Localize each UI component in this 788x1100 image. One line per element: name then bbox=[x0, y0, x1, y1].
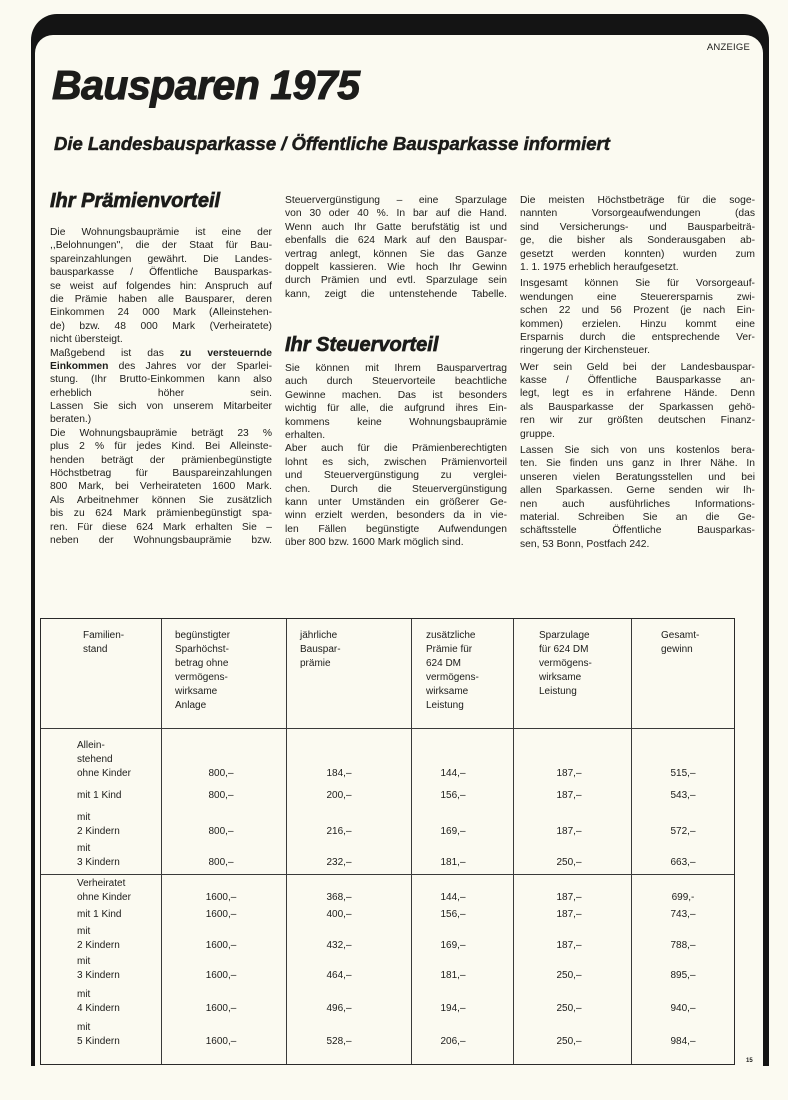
table-cell: 194,– bbox=[440, 1003, 466, 1014]
text-line: ebenfalls die 624 Mark auf den Bauspar- bbox=[285, 235, 507, 247]
text-line: Als Arbeitnehmer können Sie zusätzlich bbox=[50, 494, 272, 506]
table-cell: 181,– bbox=[440, 970, 466, 981]
text-line: und Steuervergünstigung zu verglei- bbox=[285, 470, 507, 482]
table-cell: 144,– bbox=[440, 892, 466, 903]
text-line: schäftsstelle Öffentliche Bausparkas- bbox=[520, 525, 755, 537]
table-row-divider bbox=[41, 728, 734, 729]
paragraph bbox=[520, 194, 755, 274]
table-cell: 1600,– bbox=[205, 892, 237, 903]
table-cell: 800,– bbox=[208, 857, 234, 868]
table-cell: 250,– bbox=[556, 1003, 582, 1014]
text-line: über 800 bzw. 1600 Mark möglich sind. bbox=[285, 537, 464, 549]
row-label-line: mit 1 Kind bbox=[77, 790, 122, 801]
row-label-line: mit 1 Kind bbox=[77, 909, 122, 920]
paragraph bbox=[50, 427, 272, 548]
row-label bbox=[77, 908, 121, 922]
text-line: 800 Mark, bei Verheirateten 1600 Mark. bbox=[50, 481, 272, 493]
table-cell: 206,– bbox=[440, 1036, 466, 1047]
text-line: material. Schreiben Sie an die Ge- bbox=[520, 511, 755, 523]
table-cell: 515,– bbox=[670, 768, 696, 779]
text-line: kasse / Öffentliche Bausparkasse an- bbox=[520, 375, 755, 387]
table-header-cell bbox=[539, 629, 592, 699]
row-label-line: mit bbox=[77, 812, 91, 823]
text-line: kommen) erzielen. Hinzu kommt eine bbox=[520, 318, 755, 330]
row-label-line: 4 Kindern bbox=[77, 1003, 120, 1014]
header-line: Gesamt- bbox=[661, 630, 700, 641]
header-line: Bauspar- bbox=[300, 644, 341, 655]
row-label bbox=[77, 842, 120, 870]
text-line: Steuervergünstigung – eine Sparzulage bbox=[285, 195, 507, 206]
table-column-divider bbox=[286, 619, 287, 1064]
text-line: se weist auf folgendes hin: Anspruch auf bbox=[50, 280, 272, 292]
header-line: jährliche bbox=[300, 630, 338, 641]
text-line: Einkommen 24 000 Mark (Alleinstehen- bbox=[50, 307, 272, 319]
row-label bbox=[77, 955, 120, 983]
text-line: ten. Sie finden uns ganz in Ihrer Nähe. In bbox=[520, 458, 755, 470]
text-line: ren wir zur größten deutschen Finanz- bbox=[520, 415, 755, 427]
text-line: len Fällen begünstigte Aufwendungen bbox=[285, 523, 507, 535]
paragraph bbox=[285, 362, 507, 442]
table-cell: 184,– bbox=[326, 768, 352, 779]
text-line: vertrag anlegt, können Sie das Ganze bbox=[285, 248, 507, 260]
row-label-line: 3 Kindern bbox=[77, 857, 120, 868]
text-line: Aber auch für die Prämienberechtigten bbox=[285, 443, 507, 455]
table-cell: 250,– bbox=[556, 1036, 582, 1047]
text-line: Wer sein Geld bei der Landesbauspar- bbox=[520, 361, 755, 373]
table-cell: 187,– bbox=[556, 892, 582, 903]
text-line: winn erzielt werden, besonders da in vie- bbox=[285, 510, 507, 522]
header-line: wirksame bbox=[175, 686, 218, 697]
text-line: 1. 1. 1975 erheblich heraufgesetzt. bbox=[520, 261, 679, 273]
table-cell: 800,– bbox=[208, 790, 234, 801]
header-line: prämie bbox=[300, 658, 331, 669]
table-cell: 788,– bbox=[670, 940, 696, 951]
row-label-line: stehend bbox=[77, 754, 113, 765]
paragraph bbox=[285, 194, 507, 301]
row-label-line: mit bbox=[77, 956, 91, 967]
paragraph bbox=[50, 226, 272, 347]
header-line: für 624 DM bbox=[539, 644, 589, 655]
row-label bbox=[77, 811, 120, 839]
text-line: Die Wohnungsbauprämie ist eine der bbox=[50, 227, 272, 238]
table-cell: 250,– bbox=[556, 857, 582, 868]
table-cell: 368,– bbox=[326, 892, 352, 903]
table-cell: 800,– bbox=[208, 826, 234, 837]
text-line: legt, legt es in erfahrene Hände. Denn bbox=[520, 388, 755, 400]
savings-table bbox=[40, 618, 735, 1065]
text-segment: des Jahres vor der Sparlei- bbox=[108, 360, 272, 372]
table-cell: 169,– bbox=[440, 826, 466, 837]
table-cell: 800,– bbox=[208, 768, 234, 779]
text-line: Insgesamt können Sie für Vorsorgeauf- bbox=[520, 278, 755, 290]
table-column-divider bbox=[631, 619, 632, 1064]
table-cell: 543,– bbox=[670, 790, 696, 801]
text-line: wendungen eine Steuerersparnis zwi- bbox=[520, 291, 755, 303]
text-segment: Maßgebend ist das bbox=[50, 347, 180, 359]
page-number: 15 bbox=[746, 1058, 753, 1064]
header-line: vermögens- bbox=[539, 658, 592, 669]
row-label-line: mit bbox=[77, 989, 91, 1000]
table-cell: 464,– bbox=[326, 970, 352, 981]
table-cell: 699,- bbox=[671, 892, 695, 903]
table-header-cell bbox=[175, 629, 230, 713]
table-cell: 144,– bbox=[440, 768, 466, 779]
row-label-line: mit bbox=[77, 843, 91, 854]
page-title: Bausparen 1975 bbox=[52, 62, 360, 108]
page-subtitle: Die Landesbausparkasse / Öffentliche Bausparkasse informiert bbox=[54, 133, 610, 154]
paragraph bbox=[520, 361, 755, 441]
header-line: zusätzliche bbox=[426, 630, 476, 641]
text-line: Lassen Sie sich von uns kostenlos bera- bbox=[520, 445, 755, 457]
text-line: Lassen Sie sich von unserem Mitarbeiter bbox=[50, 401, 272, 413]
table-cell: 250,– bbox=[556, 970, 582, 981]
table-cell: 232,– bbox=[326, 857, 352, 868]
text-column-1 bbox=[50, 226, 272, 547]
header-line: gewinn bbox=[661, 644, 693, 655]
table-column-divider bbox=[161, 619, 162, 1064]
paragraph bbox=[520, 277, 755, 357]
text-line: unseren vielen Beratungsstellen und bei bbox=[520, 471, 755, 483]
header-line: betrag ohne bbox=[175, 658, 229, 669]
table-cell: 187,– bbox=[556, 909, 582, 920]
header-line: stand bbox=[83, 644, 108, 655]
table-cell: 572,– bbox=[670, 826, 696, 837]
text-line: ,,Belohnungen'', die der Staat für Bau- bbox=[50, 240, 272, 252]
table-column-divider bbox=[513, 619, 514, 1064]
row-label-line: Verheiratet bbox=[77, 878, 126, 889]
text-line: Die meisten Höchstbeträge für die soge- bbox=[520, 195, 755, 206]
text-line: gesetzt werden konnten) wurden zum bbox=[520, 248, 755, 260]
table-cell: 200,– bbox=[326, 790, 352, 801]
paragraph bbox=[285, 442, 507, 549]
header-line: begünstigter bbox=[175, 630, 231, 641]
text-line bbox=[50, 360, 272, 373]
table-cell: 663,– bbox=[670, 857, 696, 868]
row-label-line: Allein- bbox=[77, 740, 105, 751]
bold-text: zu versteuernde bbox=[179, 347, 272, 359]
row-label-line: 2 Kindern bbox=[77, 940, 120, 951]
row-label bbox=[77, 789, 121, 803]
text-line: bausparkasse / Öffentliche Bausparkas- bbox=[50, 267, 272, 279]
text-line: von 30 oder 40 %. In bar auf die Hand. bbox=[285, 208, 507, 220]
table-row-divider bbox=[41, 874, 734, 875]
text-line: kommens keine Wohnungsbauprämie bbox=[285, 416, 507, 428]
table-cell: 187,– bbox=[556, 790, 582, 801]
row-label bbox=[77, 925, 120, 953]
text-line: auch durch Steuervorteile beachtliche bbox=[285, 376, 507, 388]
text-line: die Prämie haben alle Bausparer, deren bbox=[50, 293, 272, 305]
text-line: Gewinne machen. Das ist besonders bbox=[285, 389, 507, 401]
header-line: Sparhöchst- bbox=[175, 644, 229, 655]
text-line: bis zu 624 Mark prämienbegünstigt spa- bbox=[50, 508, 272, 520]
text-line: de) bzw. 48 000 Mark (Verheiratete) bbox=[50, 320, 272, 332]
table-cell: 1600,– bbox=[205, 940, 237, 951]
row-label bbox=[77, 739, 131, 781]
row-label-line: 3 Kindern bbox=[77, 970, 120, 981]
text-column-2-bottom bbox=[285, 362, 507, 549]
table-cell: 1600,– bbox=[205, 1036, 237, 1047]
text-line: sen, 53 Bonn, Postfach 242. bbox=[520, 538, 650, 550]
text-line: lohnt es sich, zwischen Prämienvorteil bbox=[285, 456, 507, 468]
row-label-line: 5 Kindern bbox=[77, 1036, 120, 1047]
header-line: wirksame bbox=[426, 686, 469, 697]
text-line: neben der Wohnungsbauprämie bzw. bbox=[50, 534, 272, 546]
text-line: nicht übersteigt. bbox=[50, 334, 123, 346]
row-label-line: ohne Kinder bbox=[77, 768, 131, 779]
header-line: Leistung bbox=[426, 700, 464, 711]
text-line: spareinzahlungen gewährt. Die Landes- bbox=[50, 253, 272, 265]
header-line: vermögens- bbox=[426, 672, 479, 683]
table-cell: 743,– bbox=[670, 909, 696, 920]
text-line: doppelt kassieren. Wie hoch Ihr Gewinn bbox=[285, 261, 507, 273]
table-header-cell bbox=[300, 629, 341, 671]
table-cell: 984,– bbox=[670, 1036, 696, 1047]
table-header-cell bbox=[83, 629, 124, 657]
text-line: ren. Für diese 624 Mark erhalten Sie – bbox=[50, 521, 272, 533]
text-line: chen. Durch die Steuervergünstigung bbox=[285, 483, 507, 495]
header-line: wirksame bbox=[539, 672, 582, 683]
header-line: 624 DM bbox=[426, 658, 462, 669]
paragraph bbox=[520, 444, 755, 551]
heading-steuervorteil: Ihr Steuervorteil bbox=[285, 334, 439, 356]
text-line: nen auch ausführliches Informations- bbox=[520, 498, 755, 510]
text-line: schen 22 und 56 Prozent (je nach Ein- bbox=[520, 305, 755, 317]
row-label-line: ohne Kinder bbox=[77, 892, 131, 903]
text-line: kann, zeigt die untenstehende Tabelle. bbox=[285, 288, 507, 300]
text-line: erhalten. bbox=[285, 429, 326, 441]
table-cell: 400,– bbox=[326, 909, 352, 920]
text-column-3 bbox=[520, 194, 755, 554]
text-line: Ersparnis durch die entsprechende Ver- bbox=[520, 331, 755, 343]
text-line bbox=[50, 347, 272, 360]
text-line: plus 2 % für jedes Kind. Bei Alleinste- bbox=[50, 441, 272, 453]
row-label bbox=[77, 1021, 120, 1049]
table-cell: 895,– bbox=[670, 970, 696, 981]
table-cell: 187,– bbox=[556, 768, 582, 779]
header-line: Leistung bbox=[539, 686, 577, 697]
table-cell: 528,– bbox=[326, 1036, 352, 1047]
text-line: stung. (Ihr Brutto-Einkommen kann also bbox=[50, 374, 272, 386]
text-line: durch Prämien und evtl. Sparzulage sein bbox=[285, 275, 507, 287]
table-cell: 169,– bbox=[440, 940, 466, 951]
header-line: Sparzulage bbox=[539, 630, 590, 641]
table-column-divider bbox=[411, 619, 412, 1064]
table-cell: 1600,– bbox=[205, 909, 237, 920]
table-cell: 496,– bbox=[326, 1003, 352, 1014]
text-line: Sie können mit Ihrem Bausparvertrag bbox=[285, 363, 507, 374]
table-header-cell bbox=[426, 629, 479, 713]
header-line: Anlage bbox=[175, 700, 207, 711]
table-header-cell bbox=[661, 629, 699, 657]
header-line: Prämie für bbox=[426, 644, 473, 655]
header-line: Familien- bbox=[83, 630, 125, 641]
text-line: Die Wohnungsbauprämie beträgt 23 % bbox=[50, 427, 272, 439]
heading-praemienvorteil: Ihr Prämienvorteil bbox=[50, 190, 221, 212]
table-cell: 432,– bbox=[326, 940, 352, 951]
text-line: gruppe. bbox=[520, 428, 555, 440]
row-label-line: mit bbox=[77, 926, 91, 937]
text-line: allen Sparkassen. Gerne senden wir Ih- bbox=[520, 485, 755, 497]
table-cell: 187,– bbox=[556, 940, 582, 951]
text-line: ringerung der Kirchensteuer. bbox=[520, 345, 650, 357]
text-line: sind Versicherungs- und Bausparbeiträ- bbox=[520, 221, 755, 233]
advertisement-label: ANZEIGE bbox=[706, 42, 750, 53]
text-line: Wenn auch Ihr Gatte berufstätig ist und bbox=[285, 221, 507, 233]
text-line: henden beträgt der prämienbegünstigte bbox=[50, 454, 272, 466]
text-line: erheblich höher sein. bbox=[50, 387, 272, 399]
table-cell: 156,– bbox=[440, 790, 466, 801]
text-line: wichtig für alle, die aufgrund ihres Ein- bbox=[285, 403, 507, 415]
row-label bbox=[77, 988, 120, 1016]
table-cell: 181,– bbox=[440, 857, 466, 868]
text-line: nannten Vorsorgeaufwendungen (das bbox=[520, 208, 755, 220]
row-label bbox=[77, 877, 131, 905]
text-line: kann unter Umständen ein größerer Ge- bbox=[285, 496, 507, 508]
row-label-line: 2 Kindern bbox=[77, 826, 120, 837]
table-cell: 156,– bbox=[440, 909, 466, 920]
text-column-2-top bbox=[285, 194, 507, 301]
paragraph bbox=[50, 347, 272, 427]
text-line: beraten.) bbox=[50, 414, 92, 426]
table-cell: 216,– bbox=[326, 826, 352, 837]
table-cell: 1600,– bbox=[205, 970, 237, 981]
text-line: ge, die bisher als Sonderausgaben ab- bbox=[520, 235, 755, 247]
table-cell: 1600,– bbox=[205, 1003, 237, 1014]
bold-text: Einkommen bbox=[50, 360, 109, 372]
header-line: vermögens- bbox=[175, 672, 228, 683]
row-label-line: mit bbox=[77, 1022, 91, 1033]
table-cell: 940,– bbox=[670, 1003, 696, 1014]
text-line: Höchstbetrag für Bauspareinzahlungen bbox=[50, 468, 272, 480]
text-line: als Bausparkasse der Sparkassen gehö- bbox=[520, 401, 755, 413]
table-cell: 187,– bbox=[556, 826, 582, 837]
